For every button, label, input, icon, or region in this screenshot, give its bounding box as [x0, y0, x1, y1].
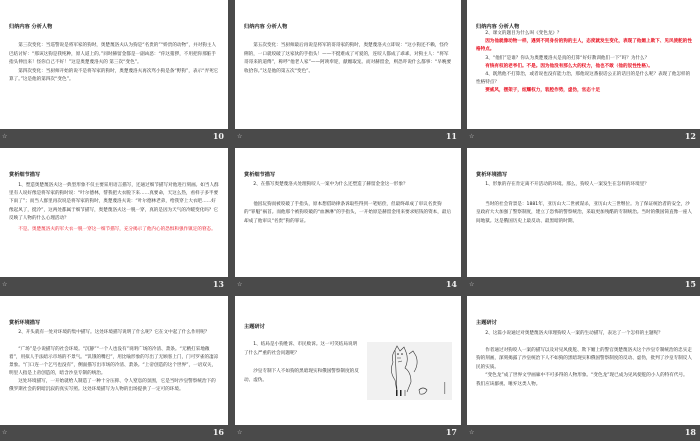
slide-number: 18 — [684, 427, 696, 437]
slide-title: 赏析环境描写 — [476, 172, 508, 178]
illustration-image — [367, 342, 452, 400]
transition-icon: ☆ — [237, 133, 243, 140]
slide-thumbnail-10[interactable] — [0, 0, 228, 146]
slide-number: 16 — [212, 427, 224, 437]
paragraph: 4、既然他不打算治，或者说也没有能力治，那他说这番狠话公正的话目的是什么呢？表现了他怎样的性格特点？ — [476, 72, 691, 86]
slide-label-bar — [467, 425, 700, 441]
slide-body — [476, 181, 692, 226]
slide-thumbnail-18[interactable] — [467, 296, 700, 438]
slide-thumbnail-13[interactable] — [0, 148, 228, 294]
slide-title: 赏析环境描写 — [9, 320, 41, 326]
slide-body — [244, 181, 453, 226]
slide-11[interactable] — [235, 0, 461, 129]
transition-icon: ☆ — [237, 281, 243, 288]
slide-title: 归纳内容 分析人物 — [9, 24, 53, 30]
slide-thumbnail-17[interactable] — [235, 296, 461, 438]
slide-number: 15 — [684, 279, 696, 289]
paragraph: 1、塑造奥楚蔑洛夫这一典型形象不仅主要采用语言描写，还通过细节描写对他进行刻画。如当人群里有人说好像是将军家的狗时说：“叶尔德林，帮我把大衣脱下来……真要命，天这么热，看样子多半要下雨了”；而当人群里再次说是将军家的狗时，奥楚蔑洛夫说：“叶尔德林老弟，给我穿上大衣吧……好像起风了，挺冷”，这两处都属于细节描写，奥楚蔑洛夫这一脱一穿，真的是因为天气的冷暖变化吗？它反映了人物的什么心理活动？ — [9, 183, 219, 221]
slide-body — [9, 329, 220, 394]
slide-body — [476, 330, 692, 390]
slide-number: 14 — [445, 279, 457, 289]
paragraph: 2、课文的题目为什么叫《变色龙》？ — [485, 31, 562, 36]
slide-body — [244, 42, 453, 76]
answer-paragraph: 不是。奥楚蔑洛夫的军大衣一脱一穿这一细节描写，充分揭示了他内心的恐惧和强作镇定的窘态。 — [18, 227, 216, 233]
paragraph: 2、开头就有一处对环境的集中描写。这处环境描写说明了什么呢？它在文中起了什么作用呢？ — [18, 330, 210, 335]
slide-label-bar — [467, 277, 700, 293]
slide-title: 主题研讨 — [476, 320, 497, 326]
paragraph: 1、结局是小狗胜诉、市民败诉。这一可笑结局说明了什么严重的社会问题呢？ — [244, 342, 358, 356]
slide-number: 11 — [445, 131, 457, 141]
slide-title: 归纳内容 分析人物 — [244, 24, 288, 30]
paragraph: 第三次变化：当巡警说是将军家的狗时，奥楚蔑洛夫认为狗是“名贵的”“娇贵的动物”，并对狗主人巴结讨好：“那该这狗是我纯种，原人道上的。”同时赫留金都是一副凶恶：“你这猪猡，不用把你那脏手指头伸出来！怪你自己不好！”这是奥楚蔑洛夫的 第三次“变色”。 — [9, 43, 217, 66]
slide-number: 10 — [212, 131, 224, 141]
transition-icon: ☆ — [2, 281, 8, 288]
answer-paragraph: 有钱有权的老爷们。不是。因为他没有那么大的权力，他也不敢（他的奴性性格）。 — [485, 63, 653, 69]
slide-body — [9, 42, 220, 85]
sketch-illustration-icon — [367, 342, 452, 400]
paragraph: 沙皇专制下人不如狗的黑暗现实和俄国警察制度的反动、虚伪。 — [244, 369, 359, 383]
paragraph: 第五次变化：当厨师最后再说是将军的哥哥家的狗时，奥楚蔑洛夫立即说：“这小狗还不赖，怪伶俐的，一口就咬破了这家伙的手指头！——不挺难成了可爱的，连咬人都成了乖乖，对狗主人：“将军哥哥来的道傅”，称呼“他老人家”——阿谀奉迎，献媚取宠。而对赫留金，则恐吓说什么都事：“早晚要收拾你。”这是他的第五次“变色”。 — [244, 43, 452, 74]
slide-label-bar — [235, 425, 461, 441]
slide-13[interactable] — [0, 148, 228, 277]
slide-thumbnail-12[interactable] — [467, 0, 700, 146]
paragraph: 2、这篇小说通过对奥楚蔑洛夫审理狗咬人一案的生动描写，表达了一个怎样的主题呢？ — [485, 331, 663, 336]
slide-thumbnail-14[interactable] — [235, 148, 461, 294]
slide-label-bar — [467, 129, 700, 145]
slide-title: 主题研讨 — [244, 324, 265, 330]
slide-title: 赏析细节描写 — [9, 172, 41, 178]
slide-label-bar — [235, 129, 461, 145]
slide-number: 13 — [212, 279, 224, 289]
transition-icon: ☆ — [469, 429, 475, 436]
transition-icon: ☆ — [2, 429, 8, 436]
slide-thumbnail-16[interactable] — [0, 296, 228, 438]
paragraph: 第四次变化：当厨师开始的说不是将军家的狗时，奥楚蔑洛夫再次骂小狗是条“野狗”，表示“弄死它算了。”这是他的第四次“变色”。 — [9, 68, 219, 83]
transition-icon: ☆ — [2, 133, 8, 140]
paragraph: 这处环境描写，一开始就给人制造了一种十分压抑、令人窒息的氛围，它是当时沙皇警察统治下的俄罗斯社会的阴暗沉寂的真实写照。这处环境描写为人物的出场提供了一定可的环境。 — [9, 379, 216, 392]
transition-icon: ☆ — [237, 429, 243, 436]
slide-number: 17 — [445, 427, 457, 437]
paragraph: “广场”是小说描写的社会环境。“沉静”“一个人也没有”说明广场的冷清、萧条。“无精打采地敞着”，用拟人手法暗示市场的不景气。“饥饿的嘴巴”，用比喻形象的写出了无顾客上门，门可罗雀的凄凉景象。“门口连一个乞丐也没有”，侧面描写出市场的冷清、萧条。“上帝创造的这个世界”，一语双关，明里人指是上帝创造的，暗含沙皇专制的统治。 — [9, 347, 219, 376]
slide-label-bar — [235, 277, 461, 293]
slide-body — [244, 341, 361, 385]
slide-14[interactable] — [235, 148, 461, 277]
paragraph: 1、形象的存在肯定离不开活动的环境。那么，狗咬人一案发生在怎样的环境里？ — [485, 182, 649, 187]
slide-label-bar — [0, 277, 228, 293]
slide-16[interactable] — [0, 296, 228, 425]
slide-17[interactable] — [235, 296, 461, 425]
slide-title: 归纳内容 分析人物 — [476, 24, 520, 30]
slide-15[interactable] — [467, 148, 700, 277]
paragraph: 3、“他们”是谁？你认为奥楚蔑洛夫是真的打算“好好教训他们一下”吗？为什么？ — [485, 55, 650, 61]
slide-label-bar — [0, 425, 228, 441]
slide-12[interactable] — [467, 0, 700, 129]
slide-title: 赏析细节描写 — [244, 172, 276, 178]
slide-body — [476, 30, 692, 96]
transition-icon: ☆ — [469, 281, 475, 288]
paragraph: 2、在描写奥楚蔑洛夫处理狗咬人一案中为什么还塑造了赫留金金这一形象？ — [253, 182, 408, 187]
slide-number: 12 — [684, 131, 696, 141]
slide-body — [9, 182, 220, 234]
paragraph: 作者通过对狗咬人一案的描写以及对见风使舵、欺下媚上的警官奥楚蔑洛夫这个沙皇专制统治的忠实走狗的刻画，深刻揭露了沙皇统治下人不如狗的黑暗现实和俄国警察制度的反动、虚伪，批判了沙皇专制反人民的实质。 — [476, 347, 692, 370]
transition-icon: ☆ — [469, 133, 475, 140]
slide-thumbnail-11[interactable] — [235, 0, 461, 146]
paragraph: 当时的社会背景是：1881年，亚历山大二世被谋杀，亚历山大三世继位。为了保证统治者的安全，沙皇政府大大加强了警察制度，建立了恐怖的警察统治，采取更加残酷的专制统治。当时的俄国简直像一座人间地狱。这是俄国历史上最反动、最黑暗的时期。 — [476, 201, 692, 224]
answer-paragraph: 因为他就像动物一样，遇到不同身份的狗的主人，态度就发生变化，表现了他媚上欺下、见风使舵的性格特点。 — [476, 39, 692, 53]
paragraph: “变色龙”成了世界文学画廊中不可多得的人物形象。“变色龙”现已成为见风使舵的小人的特有代号。我们应该鄙视、唾弃这类人物。 — [476, 373, 688, 387]
answer-paragraph: 要威风，摆架子，炫耀权力，装腔作势，虚伪，官态十足 — [485, 88, 601, 94]
slide-18[interactable] — [467, 296, 700, 425]
paragraph: 他因玩狗而被咬破了手指头，原本想借助律条诉取些得到一笔赔偿，但最终却成了审议名贵狗的“罪魁”祸首。而他那个被狗咬破的“血淋淋”的手指头，一开始原是赫留金用来要求赔钱的资本，最后却成了他审议“名贵”狗的罪证。 — [244, 201, 452, 224]
slide-label-bar — [0, 129, 228, 145]
slide-thumbnail-15[interactable] — [467, 148, 700, 294]
slide-10[interactable] — [0, 0, 228, 129]
